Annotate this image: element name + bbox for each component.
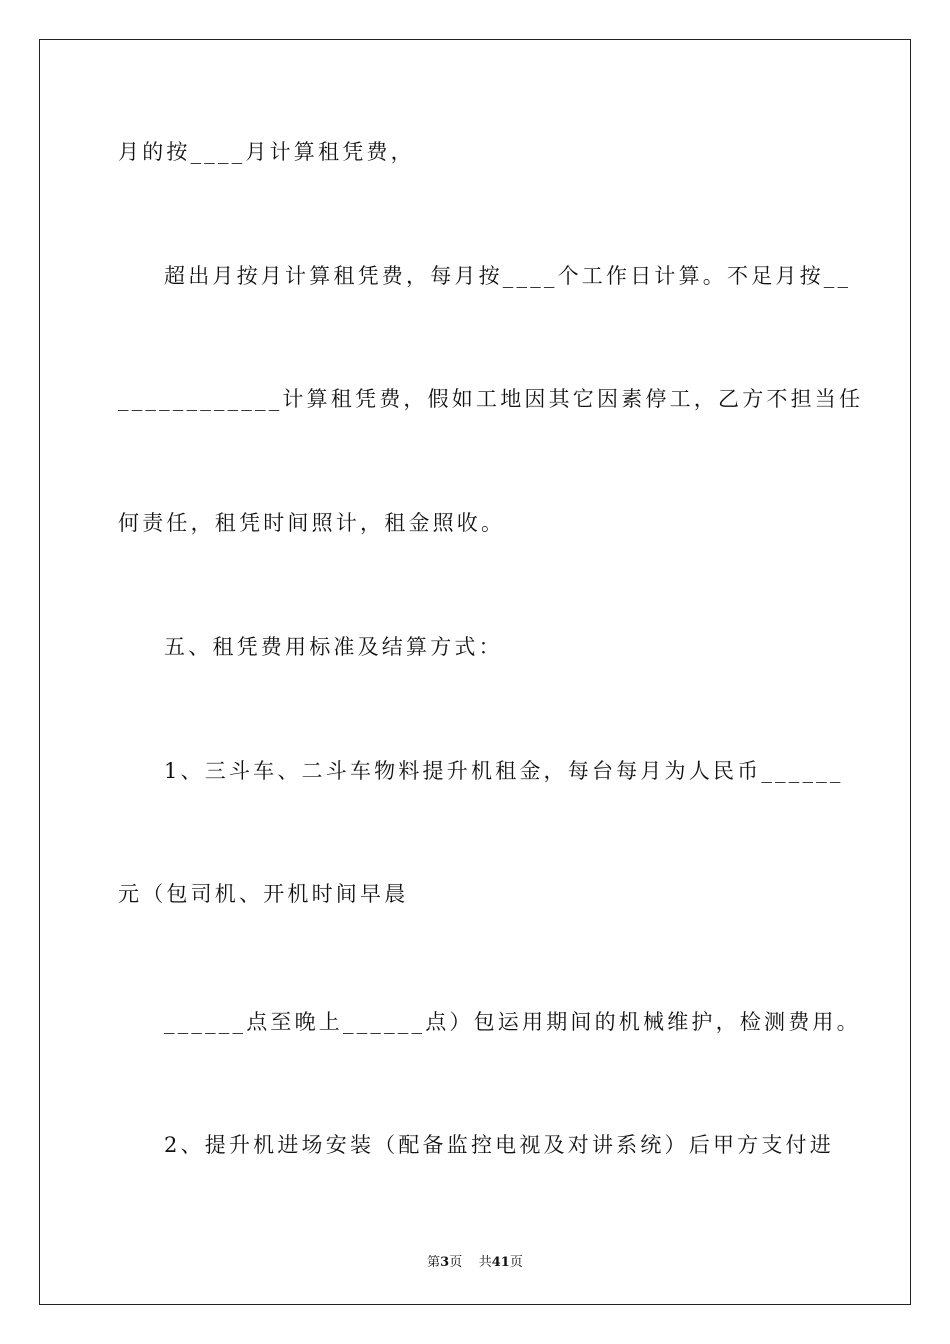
text-line-4: 何责任，租凭时间照计，租金照收。 [118,511,506,535]
total-pages: 41 [491,1255,510,1270]
text-line-8: ______点至晚上______点）包运用期间的机械维护，检测费用。 [164,1010,861,1034]
total-suffix: 页 [509,1255,523,1270]
page-prefix: 第 [427,1255,441,1270]
total-prefix: 共 [478,1255,492,1270]
page-number: 3 [440,1255,450,1270]
text-line-3: ____________计算租凭费，假如工地因其它因素停工，乙方不担当任 [118,387,864,411]
page-footer [0,1251,950,1270]
text-line-7: 元（包司机、开机时间早晨 [118,882,409,906]
text-line-6: 1、三斗车、二斗车物料提升机租金，每台每月为人民币______ [164,759,844,783]
text-line-9: 2、提升机进场安装（配备监控电视及对讲系统）后甲方支付进 [164,1133,834,1157]
section-heading: 五、租凭费用标准及结算方式： [164,635,503,659]
text-line-2: 超出月按月计算租凭费，每月按____个工作日计算。不足月按__ [164,264,852,288]
text-line-1: 月的按____月计算租凭费， [118,140,415,164]
page-frame [39,39,911,1305]
page-suffix: 页 [449,1255,463,1270]
